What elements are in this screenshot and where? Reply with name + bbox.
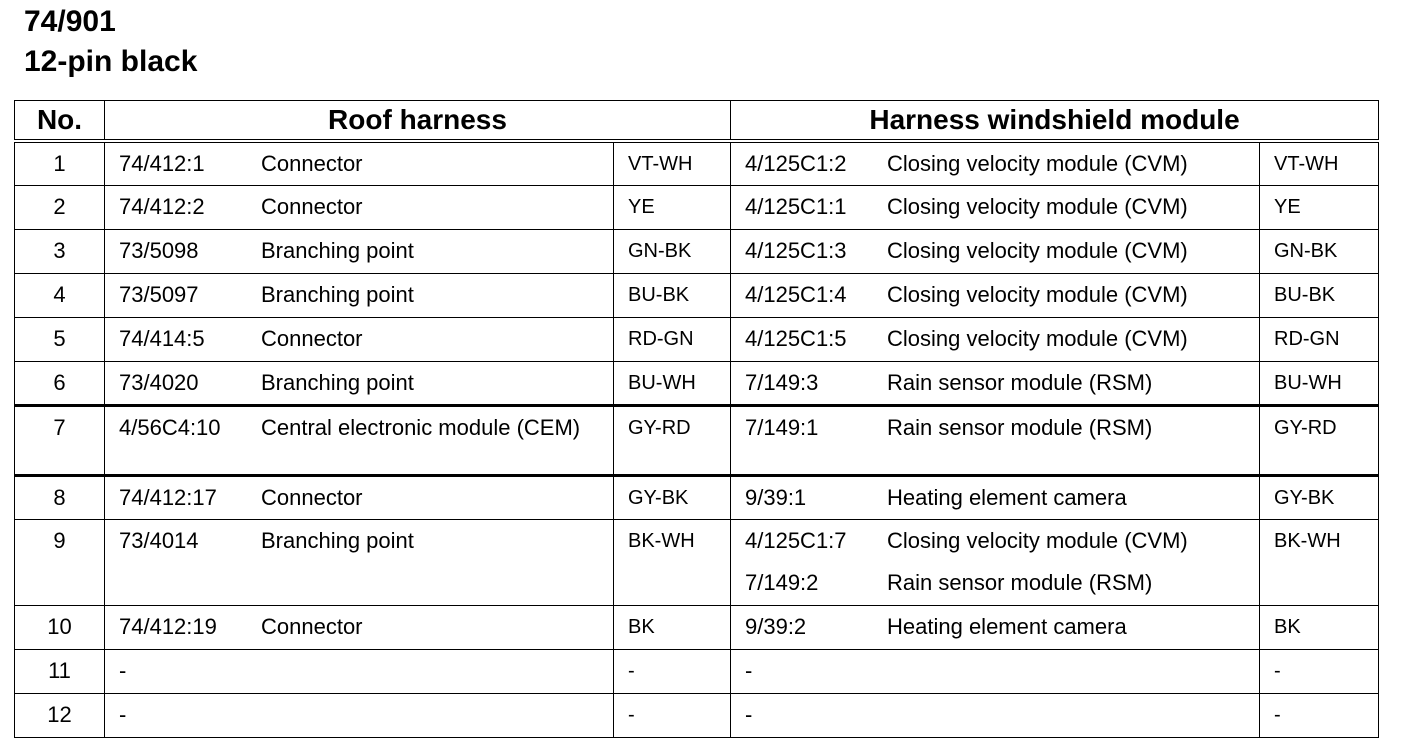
roof-wire-color: GY-RD <box>614 405 731 475</box>
roof-wire-color: YE <box>614 185 731 229</box>
connector-type-subtitle: 12-pin black <box>24 45 198 78</box>
roof-terminal-id: 74/412:17 <box>119 484 217 510</box>
roof-wire-color: VT-WH <box>614 141 731 185</box>
windshield-terminal-id: - <box>745 657 753 683</box>
roof-cell <box>105 519 614 605</box>
roof-cell <box>105 649 614 693</box>
roof-entry <box>119 413 607 443</box>
pin-number: 12 <box>15 693 105 737</box>
roof-wire-color: BU-BK <box>614 273 731 317</box>
roof-terminal-id: 74/412:19 <box>119 613 217 639</box>
roof-description: Connector <box>261 325 363 351</box>
table-row <box>15 361 1379 405</box>
roof-terminal-id: 73/5098 <box>119 237 199 263</box>
roof-cell <box>105 605 614 649</box>
windshield-entry <box>745 280 1253 310</box>
roof-description <box>261 700 607 730</box>
roof-description: Branching point <box>261 369 414 395</box>
roof-terminal-id: 73/5097 <box>119 281 199 307</box>
table-body <box>15 141 1379 737</box>
windshield-cell <box>731 405 1260 475</box>
windshield-terminal-id: - <box>745 701 753 727</box>
roof-description: Central electronic module (CEM) <box>261 414 581 440</box>
roof-description: Branching point <box>261 281 414 307</box>
windshield-entry <box>745 149 1253 179</box>
roof-wire-color: BK <box>614 605 731 649</box>
table-header-row <box>15 101 1379 142</box>
roof-terminal-id: - <box>119 657 127 683</box>
table-row <box>15 475 1379 519</box>
roof-entry <box>119 324 607 354</box>
pin-number: 11 <box>15 649 105 693</box>
windshield-wire-color: VT-WH <box>1260 141 1379 185</box>
windshield-terminal-id: 4/125C1:4 <box>745 281 847 307</box>
windshield-cell <box>731 185 1260 229</box>
table-row <box>15 693 1379 737</box>
windshield-description: Closing velocity module (CVM) <box>887 237 1188 263</box>
roof-description: Connector <box>261 151 363 176</box>
windshield-entry <box>745 192 1253 222</box>
windshield-entry <box>745 483 1253 513</box>
table-row <box>15 649 1379 693</box>
windshield-entry <box>745 413 1253 443</box>
roof-entry <box>119 526 607 556</box>
roof-entry <box>119 192 607 222</box>
table-row <box>15 519 1379 605</box>
windshield-cell <box>731 317 1260 361</box>
windshield-description: Heating element camera <box>887 484 1127 510</box>
windshield-terminal-id: 4/125C1:5 <box>745 325 847 351</box>
windshield-cell <box>731 519 1260 605</box>
roof-wire-color: BK-WH <box>614 519 731 605</box>
windshield-entry <box>745 700 1253 730</box>
windshield-description: Rain sensor module (RSM) <box>887 369 1153 395</box>
table-row <box>15 273 1379 317</box>
windshield-entry <box>745 324 1253 354</box>
windshield-entry <box>745 568 1253 598</box>
windshield-terminal-id: 4/125C1:2 <box>745 151 847 176</box>
windshield-terminal-id: 7/149:2 <box>745 569 819 595</box>
header-windshield-harness: Harness windshield module <box>731 101 1379 142</box>
windshield-terminal-id: 9/39:2 <box>745 613 807 639</box>
roof-entry <box>119 483 607 513</box>
roof-description: Connector <box>261 484 363 510</box>
roof-cell <box>105 229 614 273</box>
windshield-wire-color: GN-BK <box>1260 229 1379 273</box>
pin-number: 4 <box>15 273 105 317</box>
pin-assignment-table <box>14 100 1379 738</box>
windshield-wire-color: BU-WH <box>1260 361 1379 405</box>
windshield-description: Closing velocity module (CVM) <box>887 281 1188 307</box>
roof-description: Branching point <box>261 237 414 263</box>
roof-cell <box>105 693 614 737</box>
roof-entry <box>119 149 607 179</box>
windshield-description: Rain sensor module (RSM) <box>887 414 1153 440</box>
roof-wire-color: GY-BK <box>614 475 731 519</box>
roof-description <box>261 656 607 686</box>
windshield-description: Heating element camera <box>887 613 1127 639</box>
table-row <box>15 605 1379 649</box>
pin-number: 1 <box>15 141 105 185</box>
roof-cell <box>105 273 614 317</box>
windshield-description: Closing velocity module (CVM) <box>887 527 1188 553</box>
table-row <box>15 229 1379 273</box>
pin-number: 6 <box>15 361 105 405</box>
windshield-cell <box>731 273 1260 317</box>
pin-number: 3 <box>15 229 105 273</box>
windshield-terminal-id: 7/149:3 <box>745 369 819 395</box>
windshield-wire-color: GY-BK <box>1260 475 1379 519</box>
roof-terminal-id: 74/412:2 <box>119 193 205 219</box>
windshield-entry <box>745 656 1253 686</box>
connector-id-title: 74/901 <box>24 5 116 38</box>
windshield-cell <box>731 229 1260 273</box>
windshield-description: Rain sensor module (RSM) <box>887 569 1153 595</box>
table-row <box>15 141 1379 185</box>
pin-number: 2 <box>15 185 105 229</box>
windshield-cell <box>731 141 1260 185</box>
roof-entry <box>119 236 607 266</box>
roof-terminal-id: 4/56C4:10 <box>119 414 221 440</box>
windshield-description: Closing velocity module (CVM) <box>887 325 1188 351</box>
roof-wire-color: GN-BK <box>614 229 731 273</box>
header-no: No. <box>15 101 105 142</box>
windshield-cell <box>731 361 1260 405</box>
windshield-wire-color: - <box>1260 693 1379 737</box>
windshield-terminal-id: 4/125C1:1 <box>745 193 847 219</box>
windshield-wire-color: - <box>1260 649 1379 693</box>
windshield-entry <box>745 526 1253 556</box>
roof-terminal-id: 74/412:1 <box>119 151 205 176</box>
roof-description: Branching point <box>261 527 414 553</box>
windshield-description <box>887 700 1253 730</box>
pin-number: 5 <box>15 317 105 361</box>
pin-number: 9 <box>15 519 105 605</box>
roof-entry <box>119 656 607 686</box>
roof-wire-color: BU-WH <box>614 361 731 405</box>
windshield-cell <box>731 605 1260 649</box>
windshield-description: Closing velocity module (CVM) <box>887 151 1188 176</box>
windshield-description <box>887 656 1253 686</box>
pin-number: 7 <box>15 405 105 475</box>
roof-entry <box>119 700 607 730</box>
pin-number: 8 <box>15 475 105 519</box>
windshield-wire-color: GY-RD <box>1260 405 1379 475</box>
roof-terminal-id: - <box>119 701 127 727</box>
pin-number: 10 <box>15 605 105 649</box>
windshield-wire-color: BK-WH <box>1260 519 1379 605</box>
table-row <box>15 185 1379 229</box>
header-roof-harness: Roof harness <box>105 101 731 142</box>
roof-terminal-id: 73/4020 <box>119 369 199 395</box>
roof-entry <box>119 612 607 642</box>
windshield-wire-color: YE <box>1260 185 1379 229</box>
roof-description: Connector <box>261 193 363 219</box>
roof-cell <box>105 361 614 405</box>
roof-entry <box>119 280 607 310</box>
roof-wire-color: RD-GN <box>614 317 731 361</box>
windshield-terminal-id: 4/125C1:7 <box>745 527 847 553</box>
windshield-wire-color: RD-GN <box>1260 317 1379 361</box>
roof-cell <box>105 141 614 185</box>
windshield-entry <box>745 612 1253 642</box>
windshield-entry <box>745 368 1253 398</box>
roof-cell <box>105 185 614 229</box>
windshield-terminal-id: 7/149:1 <box>745 414 819 440</box>
windshield-entry <box>745 236 1253 266</box>
roof-terminal-id: 74/414:5 <box>119 325 205 351</box>
roof-entry <box>119 368 607 398</box>
windshield-description: Closing velocity module (CVM) <box>887 193 1188 219</box>
windshield-cell <box>731 649 1260 693</box>
windshield-cell <box>731 693 1260 737</box>
windshield-cell <box>731 475 1260 519</box>
windshield-wire-color: BU-BK <box>1260 273 1379 317</box>
roof-wire-color: - <box>614 649 731 693</box>
roof-cell <box>105 405 614 475</box>
windshield-terminal-id: 4/125C1:3 <box>745 237 847 263</box>
roof-cell <box>105 475 614 519</box>
roof-wire-color: - <box>614 693 731 737</box>
table-row <box>15 405 1379 475</box>
roof-cell <box>105 317 614 361</box>
windshield-terminal-id: 9/39:1 <box>745 484 807 510</box>
table-row <box>15 317 1379 361</box>
roof-terminal-id: 73/4014 <box>119 527 199 553</box>
windshield-wire-color: BK <box>1260 605 1379 649</box>
roof-description: Connector <box>261 613 363 639</box>
